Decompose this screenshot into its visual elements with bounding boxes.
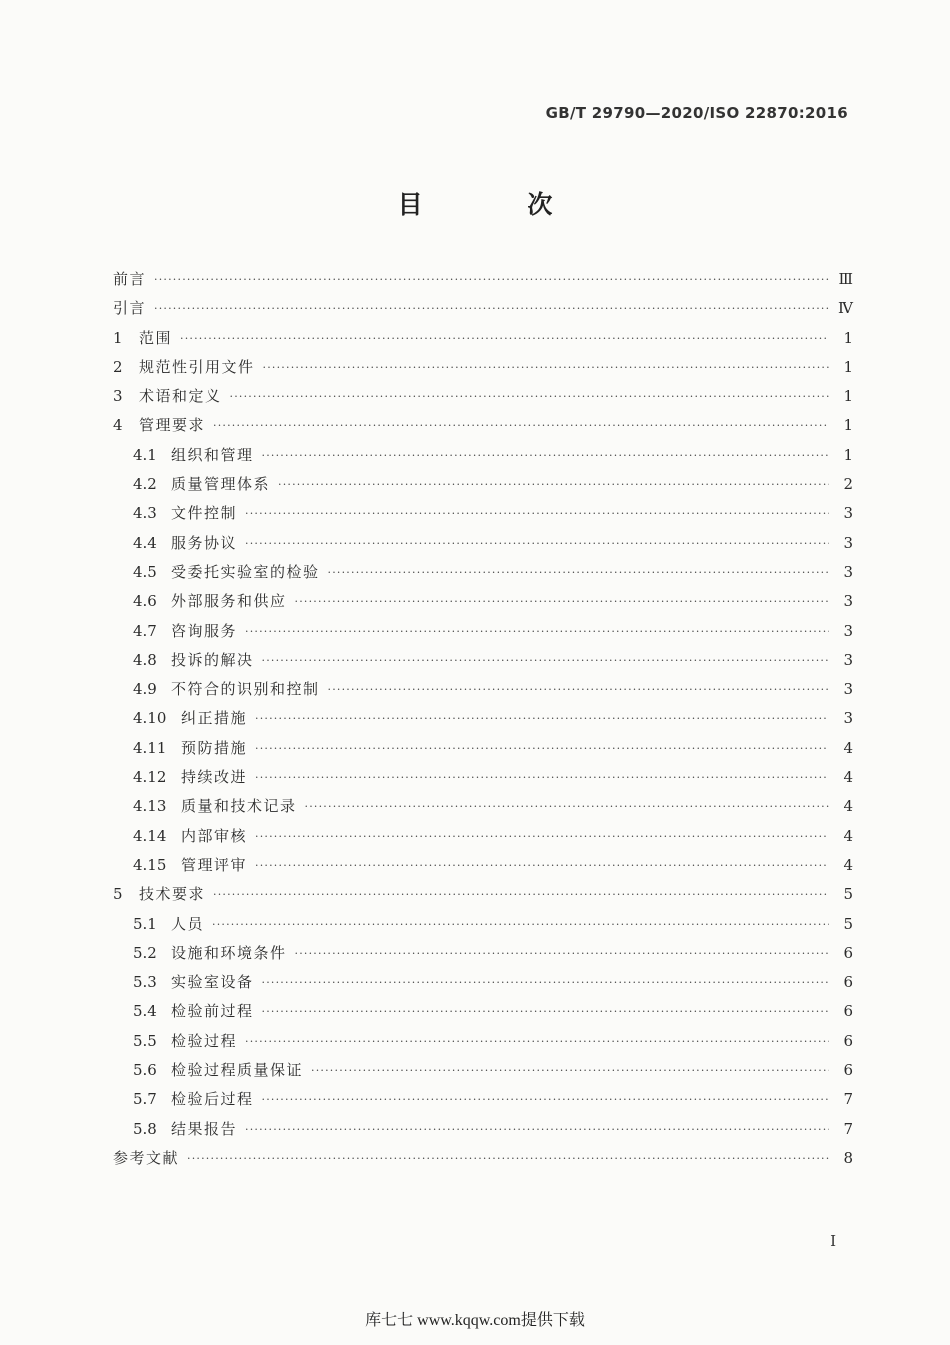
toc-entry-label: 前言 — [113, 270, 147, 288]
toc-entry-page: 3 — [843, 504, 853, 523]
toc-entry[interactable] — [113, 294, 853, 323]
toc-entry-label: 管理要求 — [139, 416, 206, 435]
toc-entry-label: 检验前过程 — [171, 1002, 254, 1021]
toc-entry-number: 5.4 — [133, 1002, 157, 1021]
toc-entry-label: 检验过程质量保证 — [171, 1061, 304, 1080]
toc-entry-number: 4.13 — [133, 797, 167, 816]
dot-leader — [278, 470, 829, 499]
toc-entry-page: 8 — [843, 1148, 853, 1167]
dot-leader — [255, 763, 829, 792]
toc-entry-page: 3 — [843, 533, 853, 552]
toc-entry-label: 咨询服务 — [171, 621, 238, 640]
dot-leader — [328, 675, 829, 704]
toc-entry-label: 设施和环境条件 — [171, 943, 287, 962]
toc-entry[interactable] — [113, 851, 853, 880]
dot-leader — [245, 1027, 829, 1056]
toc-entry[interactable] — [113, 822, 853, 851]
toc-entry-label: 投诉的解决 — [171, 650, 254, 669]
dot-leader — [262, 968, 829, 997]
toc-entry[interactable] — [113, 704, 853, 733]
toc-entry-page: 6 — [843, 943, 853, 962]
toc-entry[interactable] — [113, 499, 853, 528]
dot-leader — [255, 822, 829, 851]
toc-entry-page: 4 — [843, 768, 853, 787]
toc-entry-page: 3 — [843, 621, 853, 640]
dot-leader — [245, 529, 829, 558]
toc-entry[interactable] — [113, 1056, 853, 1085]
dot-leader — [263, 353, 829, 382]
toc-entry-number: 4.5 — [133, 562, 157, 581]
toc-entry-page: 1 — [843, 328, 853, 347]
toc-entry[interactable] — [113, 646, 853, 675]
table-of-contents — [113, 265, 853, 1173]
toc-entry[interactable] — [113, 675, 853, 704]
toc-entry-number: 4.14 — [133, 826, 167, 845]
toc-entry-page: 4 — [843, 826, 853, 845]
toc-entry-page: 5 — [843, 885, 853, 904]
toc-entry-page: 7 — [843, 1119, 853, 1138]
toc-entry-label: 结果报告 — [171, 1119, 238, 1138]
toc-entry-number: 5.7 — [133, 1090, 157, 1109]
dot-leader — [180, 324, 829, 353]
toc-entry-page: 3 — [843, 709, 853, 728]
download-watermark: 库七七 www.kqqw.com提供下载 — [365, 1312, 585, 1329]
toc-entry[interactable] — [113, 382, 853, 411]
toc-entry-number: 4.3 — [133, 504, 157, 523]
dot-leader — [328, 558, 829, 587]
toc-entry[interactable] — [113, 1144, 853, 1173]
toc-entry[interactable] — [113, 353, 853, 382]
toc-entry-page: 6 — [843, 1002, 853, 1021]
toc-entry-page: 6 — [843, 1061, 853, 1080]
dot-leader — [311, 1056, 829, 1085]
toc-entry-label: 术语和定义 — [139, 387, 222, 406]
toc-entry[interactable] — [113, 763, 853, 792]
toc-entry-number: 2 — [113, 357, 123, 376]
dot-leader — [245, 1115, 829, 1144]
toc-entry-label: 纠正措施 — [181, 709, 248, 728]
toc-entry-page: 1 — [843, 445, 853, 464]
toc-entry-number: 4.6 — [133, 592, 157, 611]
toc-entry-number: 4.1 — [133, 445, 157, 464]
dot-leader — [295, 939, 829, 968]
toc-entry[interactable] — [113, 265, 853, 294]
toc-entry-page: 7 — [843, 1090, 853, 1109]
toc-entry-page: 1 — [843, 387, 853, 406]
toc-entry-number: 5 — [113, 885, 123, 904]
toc-entry-label: 技术要求 — [139, 885, 206, 904]
toc-entry-label: 不符合的识别和控制 — [171, 680, 320, 699]
dot-leader — [187, 1144, 829, 1173]
toc-entry[interactable] — [113, 792, 853, 821]
toc-entry-label: 内部审核 — [181, 826, 248, 845]
dot-leader — [305, 792, 829, 821]
standard-code: GB/T 29790—2020/ISO 22870:2016 — [545, 104, 848, 122]
toc-entry[interactable] — [113, 411, 853, 440]
toc-entry-page: 4 — [843, 738, 853, 757]
toc-entry-number: 5.1 — [133, 914, 157, 933]
toc-entry-number: 3 — [113, 387, 123, 406]
toc-entry-label: 参考文献 — [113, 1148, 180, 1167]
toc-entry-label: 预防措施 — [181, 738, 248, 757]
toc-entry-number: 5.5 — [133, 1031, 157, 1050]
toc-entry-number: 5.6 — [133, 1061, 157, 1080]
toc-entry-label: 检验后过程 — [171, 1090, 254, 1109]
toc-entry-label: 组织和管理 — [171, 445, 254, 464]
toc-entry-page: 6 — [843, 1031, 853, 1050]
toc-entry-page: 6 — [843, 973, 853, 992]
toc-entry-number: 4.8 — [133, 650, 157, 669]
toc-entry-label: 质量和技术记录 — [181, 797, 297, 816]
dot-leader — [230, 382, 829, 411]
dot-leader — [262, 441, 829, 470]
toc-entry-page: 1 — [843, 416, 853, 435]
toc-entry[interactable] — [113, 617, 853, 646]
dot-leader — [154, 294, 829, 323]
toc-entry[interactable] — [113, 997, 853, 1026]
toc-entry-number: 4.2 — [133, 475, 157, 494]
dot-leader — [255, 851, 829, 880]
toc-entry-page: Ⅳ — [838, 299, 853, 318]
toc-entry-number: 5.2 — [133, 943, 157, 962]
dot-leader — [154, 265, 829, 294]
toc-entry-page: 3 — [843, 562, 853, 581]
toc-entry-label: 服务协议 — [171, 533, 238, 552]
toc-entry-label: 人员 — [171, 914, 205, 933]
toc-entry[interactable] — [113, 910, 853, 939]
toc-entry-label: 质量管理体系 — [171, 475, 271, 494]
toc-entry-number: 5.3 — [133, 973, 157, 992]
toc-entry-page: 2 — [843, 475, 853, 494]
toc-entry[interactable] — [113, 880, 853, 909]
toc-entry-number: 4.4 — [133, 533, 157, 552]
toc-entry-page: 4 — [843, 855, 853, 874]
toc-entry-label: 实验室设备 — [171, 973, 254, 992]
toc-entry[interactable] — [113, 470, 853, 499]
toc-entry[interactable] — [113, 1085, 853, 1114]
toc-entry[interactable] — [113, 441, 853, 470]
toc-entry-number: 4.11 — [133, 738, 167, 757]
toc-entry-page: 3 — [843, 592, 853, 611]
toc-entry-label: 管理评审 — [181, 855, 248, 874]
toc-entry[interactable] — [113, 734, 853, 763]
toc-entry-label: 规范性引用文件 — [139, 357, 255, 376]
toc-entry-label: 持续改进 — [181, 768, 248, 787]
toc-entry[interactable] — [113, 939, 853, 968]
toc-entry-page: Ⅲ — [838, 270, 853, 288]
toc-entry-label: 外部服务和供应 — [171, 592, 287, 611]
toc-entry-label: 受委托实验室的检验 — [171, 562, 320, 581]
dot-leader — [245, 617, 829, 646]
toc-entry-number: 4.9 — [133, 680, 157, 699]
toc-entry-label: 范围 — [139, 328, 173, 347]
toc-entry-number: 5.8 — [133, 1119, 157, 1138]
dot-leader — [262, 1085, 829, 1114]
toc-entry-number: 4 — [113, 416, 123, 435]
toc-entry-page: 3 — [843, 680, 853, 699]
page-title: 目 次 — [397, 190, 601, 219]
dot-leader — [255, 704, 829, 733]
toc-entry-number: 1 — [113, 328, 123, 347]
toc-entry-number: 4.7 — [133, 621, 157, 640]
toc-entry[interactable] — [113, 529, 853, 558]
dot-leader — [213, 411, 829, 440]
dot-leader — [245, 499, 829, 528]
toc-entry[interactable] — [113, 587, 853, 616]
toc-entry-label: 文件控制 — [171, 504, 238, 523]
dot-leader — [262, 997, 829, 1026]
toc-entry-page: 1 — [843, 357, 853, 376]
toc-entry[interactable] — [113, 324, 853, 353]
toc-entry-number: 4.10 — [133, 709, 167, 728]
toc-entry-page: 5 — [843, 914, 853, 933]
toc-entry-number: 4.12 — [133, 768, 167, 787]
dot-leader — [295, 587, 829, 616]
dot-leader — [255, 734, 829, 763]
dot-leader — [213, 880, 829, 909]
toc-entry-label: 检验过程 — [171, 1031, 238, 1050]
toc-entry[interactable] — [113, 1115, 853, 1144]
toc-entry-label: 引言 — [113, 299, 147, 318]
toc-entry-number: 4.15 — [133, 855, 167, 874]
toc-entry[interactable] — [113, 558, 853, 587]
toc-entry[interactable] — [113, 1027, 853, 1056]
toc-entry-page: 4 — [843, 797, 853, 816]
dot-leader — [262, 646, 829, 675]
dot-leader — [212, 910, 829, 939]
toc-entry[interactable] — [113, 968, 853, 997]
toc-entry-page: 3 — [843, 650, 853, 669]
page-number: I — [830, 1232, 836, 1250]
